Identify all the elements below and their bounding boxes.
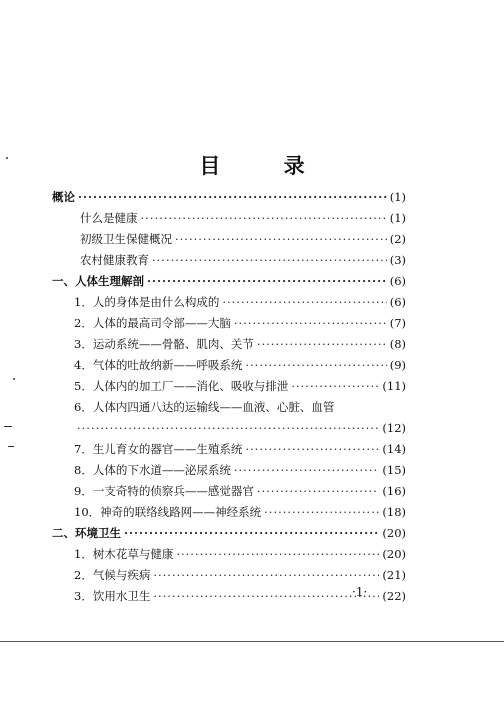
toc-row (52, 291, 406, 312)
toc-row (52, 417, 406, 438)
toc-page-number: (3) (389, 252, 406, 267)
toc-row (52, 480, 406, 501)
toc-row (52, 333, 406, 354)
toc-row (52, 459, 406, 480)
toc-page-number: (1) (389, 210, 406, 225)
toc-label: 概论 (52, 189, 75, 204)
table-of-contents (52, 186, 406, 606)
toc-row (52, 438, 406, 459)
toc-page-number: (16) (382, 483, 406, 498)
toc-label: 1．人的身体是由什么构成的 (74, 294, 220, 309)
leader-dots (234, 316, 387, 330)
toc-label: 10．神奇的联络线路网——神经系统 (74, 504, 262, 519)
toc-label: 什么是健康 (80, 210, 138, 225)
leader-dots (222, 295, 386, 309)
toc-row (52, 354, 406, 375)
leader-dots (153, 568, 379, 582)
toc-row (52, 375, 406, 396)
toc-row (52, 501, 406, 522)
leader-dots (77, 421, 379, 435)
toc-page-number: (12) (382, 420, 406, 435)
leader-dots (175, 232, 387, 246)
toc-row (52, 564, 406, 585)
toc-page-number: (22) (382, 588, 406, 603)
toc-label: 5．人体内的加工厂——消化、吸收与排泄 (74, 378, 289, 393)
leader-dots (291, 379, 379, 393)
toc-label: 9．一支奇特的侦察兵——感觉器官 (74, 483, 254, 498)
toc-page-number: (20) (382, 546, 406, 561)
leader-dots (78, 190, 387, 204)
leader-dots (141, 211, 387, 225)
leader-dots (176, 547, 379, 561)
leader-dots (245, 442, 379, 456)
toc-label: 初级卫生保健概况 (80, 231, 172, 246)
leader-dots (245, 358, 386, 372)
toc-label: 2．气候与疾病 (74, 567, 151, 582)
toc-page-number: (21) (382, 567, 406, 582)
toc-row (52, 249, 406, 270)
toc-page-number: (6) (389, 273, 406, 288)
toc-page-number: (6) (389, 294, 406, 309)
toc-row (52, 228, 406, 249)
toc-page-number: (20) (382, 525, 406, 540)
toc-label: 一、人体生理解剖 (52, 273, 144, 288)
leader-dots (257, 337, 387, 351)
toc-page-number: (1) (389, 189, 406, 204)
toc-page-number: (11) (382, 378, 406, 393)
scan-speck (6, 157, 8, 159)
toc-row (52, 186, 406, 207)
toc-page-number: (9) (389, 357, 406, 372)
toc-label: 3．运动系统——骨骼、肌肉、关节 (74, 336, 254, 351)
toc-label: 二、环境卫生 (52, 525, 121, 540)
leader-dots (147, 274, 387, 288)
toc-page-number: (7) (389, 315, 406, 330)
toc-page-number: (2) (389, 231, 406, 246)
scan-speck (8, 446, 14, 447)
toc-row (52, 270, 406, 291)
toc-label: 4．气体的吐故纳新——呼吸系统 (74, 357, 243, 372)
toc-row (52, 543, 406, 564)
leader-dots (153, 589, 379, 603)
toc-page-number: (8) (389, 336, 406, 351)
toc-label: 8．人体的下水道——泌尿系统 (74, 462, 231, 477)
toc-label: 6．人体内四通八达的运输线——血液、心脏、血管 (74, 399, 335, 414)
toc-label: 7．生儿育女的器官——生殖系统 (74, 441, 243, 456)
page-number: ·1· (352, 585, 368, 599)
leader-dots (152, 253, 387, 267)
leader-dots (124, 526, 379, 540)
toc-row (52, 522, 406, 543)
toc-page-number: (14) (382, 441, 406, 456)
leader-dots (234, 463, 380, 477)
leader-dots (257, 484, 380, 498)
scan-speck (13, 378, 15, 380)
toc-label: 2．人体的最高司令部——大脑 (74, 315, 231, 330)
toc-label: 3．饮用水卫生 (74, 588, 151, 603)
scan-speck (4, 426, 12, 427)
toc-page-number: (15) (382, 462, 406, 477)
toc-row (52, 396, 406, 417)
leader-dots (264, 505, 379, 519)
toc-row (52, 312, 406, 333)
toc-page-number: (18) (382, 504, 406, 519)
bottom-rule (0, 641, 504, 642)
page-title: 目 录 (199, 153, 333, 178)
toc-row (52, 207, 406, 228)
toc-label: 1．树木花草与健康 (74, 546, 174, 561)
toc-label: 农村健康教育 (80, 252, 149, 267)
